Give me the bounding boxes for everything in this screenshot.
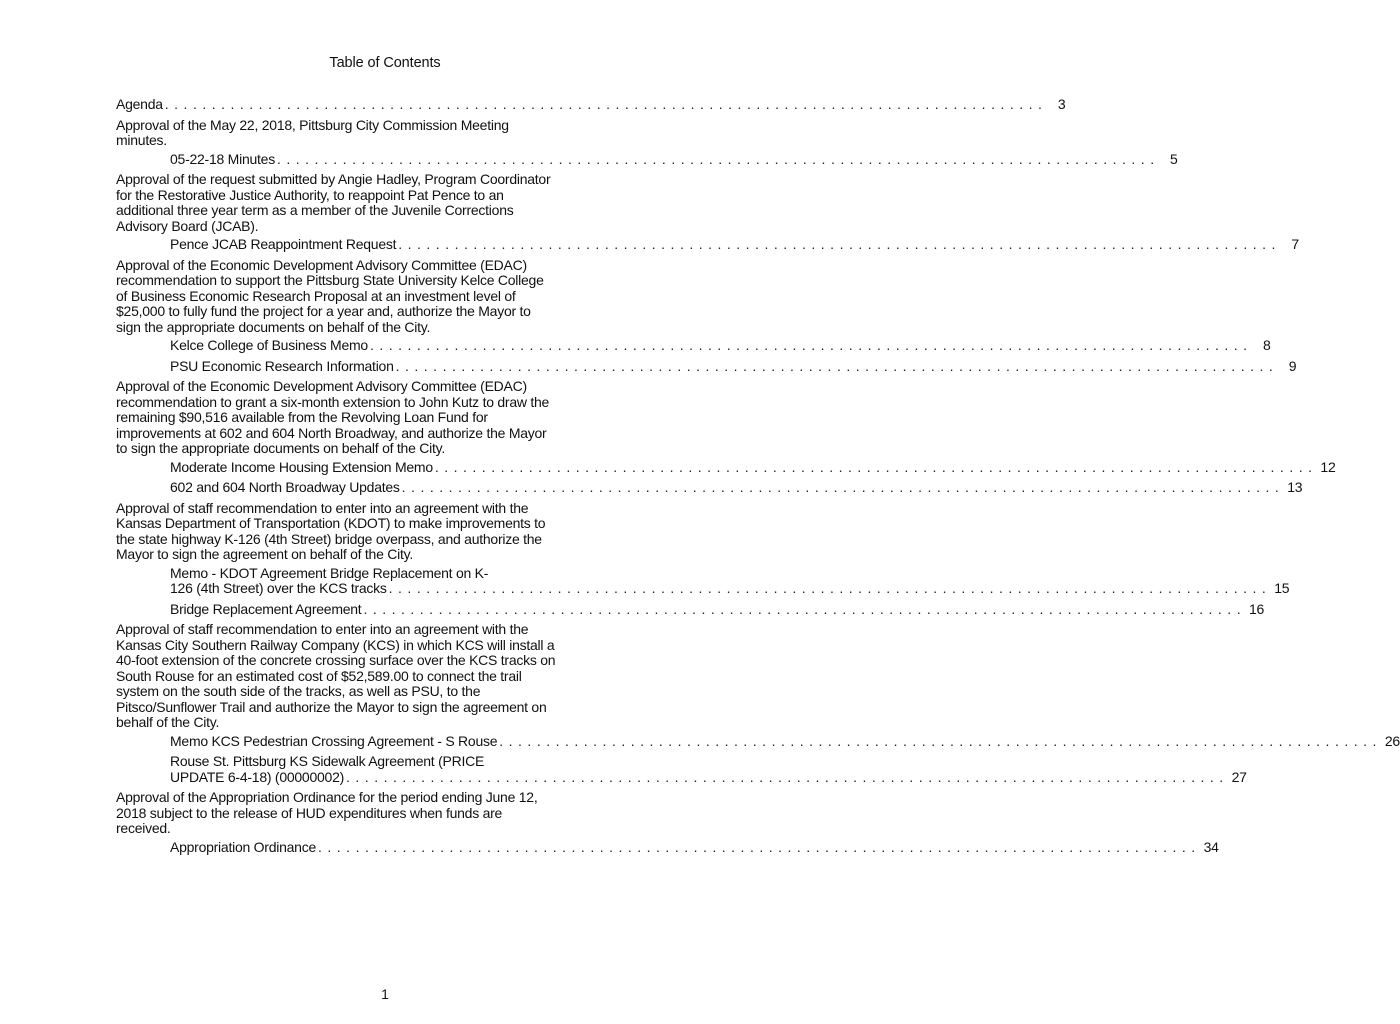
- toc-entry-label: UPDATE 6-4-18) (00000002): [170, 768, 345, 785]
- dot-leader: ..............................................................................................: [388, 580, 1272, 596]
- toc-entry-attachment[interactable]: [116, 600, 1265, 618]
- agenda-item: [116, 118, 616, 149]
- dot-leader: ..............................................................................................: [318, 838, 1201, 855]
- agenda-item-text: Approval of staff recommendation to enter into an agreement with the Kansas City Southern Railway Company (KCS) in which KCS will install a 40-foot extension of the concrete crossing surface over the KCS tracks on South Rouse for an estimated cost of $52,589.00 to connect the trail system on the south side of the tracks, as well as PSU, to the Pitsco/Sunflower Trail and authorize the Mayor to sign the agreement on behalf of the City.: [116, 621, 556, 730]
- toc-entry-label: Agenda: [116, 96, 163, 112]
- toc-entry-row: [170, 838, 1219, 856]
- toc-entry-attachment[interactable]: [116, 732, 1400, 750]
- toc-entry-row: [170, 337, 1271, 354]
- toc-page-number: 15: [1274, 580, 1290, 596]
- toc-entry-row: [170, 236, 1299, 253]
- toc-page-number: 34: [1203, 838, 1219, 855]
- toc-entry-label: Appropriation Ordinance: [170, 838, 317, 855]
- toc-entry-row: [170, 458, 1336, 476]
- agenda-item-text: Approval of the Appropriation Ordinance for the period ending June 12, 2018 subject to the release of HUD expenditures when funds are received.: [116, 789, 538, 836]
- toc-entry-attachment[interactable]: [116, 357, 1297, 375]
- toc-entry-label: Kelce College of Business Memo: [170, 337, 368, 353]
- toc-entry-label-line: Rouse St. Pittsburg KS Sidewalk Agreement (PRICE: [170, 753, 485, 769]
- toc-entry-label: Memo KCS Pedestrian Crossing Agreement - S Rouse: [170, 732, 498, 749]
- dot-leader: ..............................................................................................: [401, 479, 1285, 495]
- table-of-contents: [116, 96, 1400, 860]
- toc-entry-label: 05-22-18 Minutes: [170, 150, 275, 167]
- toc-entry-label: Bridge Replacement Agreement: [170, 600, 362, 617]
- dot-leader: ..............................................................................................: [346, 768, 1229, 785]
- agenda-item: [116, 379, 616, 457]
- toc-entry-attachment[interactable]: [116, 564, 1290, 597]
- page-number: 1: [381, 986, 389, 1002]
- dot-leader: ..............................................................................................: [164, 96, 1048, 112]
- toc-entry-attachment[interactable]: [116, 337, 1271, 354]
- dot-leader: ..............................................................................................: [434, 458, 1318, 475]
- toc-page-number: 9: [1288, 357, 1297, 374]
- agenda-item-text: Approval of staff recommendation to enter into an agreement with the Kansas Department of Transportation (KDOT) to make improvements to the state highway K-126 (4th Street) bridge overpass, and authorize the Mayor to sign the agreement on behalf of the City.: [116, 499, 546, 562]
- toc-page-number: 16: [1249, 600, 1265, 617]
- dot-leader: ..............................................................................................: [395, 357, 1279, 374]
- toc-entry-row: [170, 768, 1247, 786]
- toc-page-number: 27: [1231, 768, 1247, 785]
- toc-page-number: 13: [1287, 479, 1303, 495]
- toc-entry-label: Moderate Income Housing Extension Memo: [170, 458, 433, 475]
- agenda-items-list: [116, 116, 1400, 856]
- agenda-item: [116, 258, 616, 336]
- toc-entry-label-line: Memo - KDOT Agreement Bridge Replacement on K-: [170, 564, 489, 581]
- toc-entry-agenda[interactable]: [116, 96, 1066, 113]
- toc-entry-row: [170, 357, 1297, 375]
- toc-page-number: 26: [1384, 732, 1400, 749]
- dot-leader: ..............................................................................................: [363, 600, 1247, 617]
- dot-leader: ..............................................................................................: [499, 732, 1382, 749]
- toc-entry-row: [170, 732, 1400, 750]
- toc-page-number: 3: [1057, 96, 1066, 112]
- toc-entry-attachment[interactable]: [116, 236, 1299, 253]
- agenda-item: [116, 172, 616, 234]
- toc-entry-attachment[interactable]: [116, 753, 1247, 785]
- toc-page-number: 12: [1320, 458, 1336, 475]
- toc-entry-row: [170, 479, 1303, 496]
- toc-entry-attachment[interactable]: [116, 479, 1303, 496]
- page-title: Table of Contents: [329, 55, 441, 71]
- agenda-item: [116, 622, 616, 731]
- toc-entry-attachment[interactable]: [116, 458, 1336, 476]
- toc-entry-row: [170, 580, 1290, 597]
- toc-entry-row: [170, 150, 1178, 168]
- agenda-item: [116, 790, 616, 837]
- toc-page-number: 8: [1263, 337, 1271, 353]
- agenda-item-text: Approval of the request submitted by Angie Hadley, Program Coordinator for the Restorative Justice Authority, to reappoint Pat Pence to an additional three year term as a member of the Juvenile Corrections Advisory Board (JCAB).: [116, 171, 551, 234]
- toc-entry-row: [170, 600, 1265, 618]
- agenda-item-text: Approval of the Economic Development Advisory Committee (EDAC) recommendation to support the Pittsburg State University Kelce College of Business Economic Research Proposal at an investment level of $25,000 to fully fund the project for a year and, authorize the Mayor to sign the appropriate documents on behalf of the City.: [116, 256, 544, 335]
- toc-entry-label: 602 and 604 North Broadway Updates: [170, 479, 400, 495]
- toc-entry-label: Pence JCAB Reappointment Request: [170, 236, 397, 252]
- toc-entry-label: 126 (4th Street) over the KCS tracks: [170, 580, 387, 596]
- toc-page-number: 7: [1291, 236, 1299, 252]
- agenda-item-text: Approval of the May 22, 2018, Pittsburg City Commission Meeting minutes.: [116, 116, 509, 148]
- toc-page-number: 5: [1170, 150, 1178, 167]
- dot-leader: ..............................................................................................: [369, 337, 1253, 353]
- toc-entry-attachment[interactable]: [116, 150, 1178, 168]
- agenda-item: [116, 501, 616, 563]
- toc-entry-label: PSU Economic Research Information: [170, 357, 394, 374]
- toc-entry-attachment[interactable]: [116, 838, 1219, 856]
- agenda-item-text: Approval of the Economic Development Advisory Committee (EDAC) recommendation to grant a six-month extension to John Kutz to draw the remaining $90,516 available from the Revolving Loan Fund for improvements at 602 and 604 North Broadway, and authorize the Mayor to sign the appropriate documents on behalf of the City.: [116, 378, 550, 456]
- dot-leader: ..............................................................................................: [276, 150, 1160, 167]
- dot-leader: ..............................................................................................: [398, 236, 1281, 252]
